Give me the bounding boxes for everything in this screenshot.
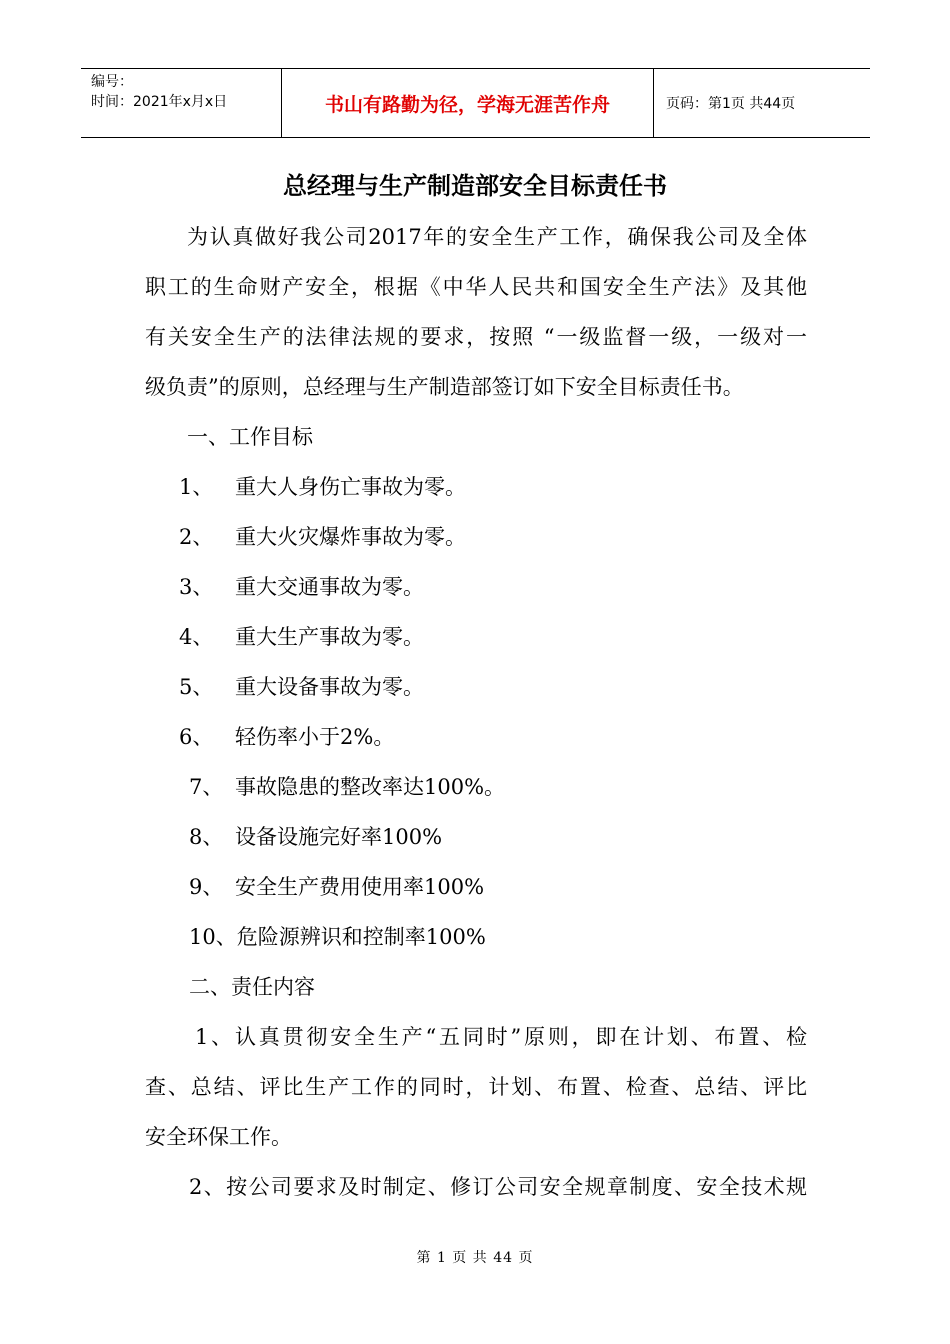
goal-item <box>145 612 807 662</box>
goal-num: 4、 <box>179 625 214 649</box>
document-body <box>145 212 807 1212</box>
page-footer: 第 1 页 共 44 页 <box>416 1250 534 1266</box>
intro-line: 为认真做好我公司2017年的安全生产工作，确保我公司及全体 <box>187 225 807 249</box>
page-info: 页码：第1页 共44页 <box>666 96 796 112</box>
goal-item <box>145 462 807 512</box>
resp-line: 安全环保工作。 <box>145 1125 292 1149</box>
section2-heading: 二、责任内容 <box>189 975 315 999</box>
goal-num: 3、 <box>179 575 214 599</box>
goal-num: 10、 <box>189 925 237 949</box>
header-table <box>81 68 870 138</box>
resp-line: 查、总结、评比生产工作的同时，计划、布置、检查、总结、评比 <box>145 1075 807 1099</box>
goal-text: 危险源辨识和控制率100% <box>236 925 486 949</box>
intro-line: 职工的生命财产安全，根据《中华人民共和国安全生产法》及其他 <box>145 275 807 299</box>
number-label: 编号： <box>91 74 133 90</box>
goal-item <box>145 712 807 762</box>
goal-item <box>145 762 807 812</box>
goal-num: 8、 <box>189 825 224 849</box>
goal-text: 安全生产费用使用率100% <box>235 875 485 899</box>
goal-item <box>145 512 807 562</box>
intro-line: 有关安全生产的法律法规的要求，按照 “一级监督一级，一级对一 <box>145 325 807 349</box>
goal-text: 设备设施完好率100% <box>235 825 443 849</box>
motto: 书山有路勤为径，学海无涯苦作舟 <box>282 69 654 137</box>
goal-text: 重大生产事故为零。 <box>235 625 424 649</box>
goal-num: 6、 <box>179 725 214 749</box>
time-label: 时间：2021年x月x日 <box>91 94 228 110</box>
intro-line: 级负责”的原则，总经理与生产制造部签订如下安全目标责任书。 <box>145 375 744 399</box>
goal-text: 重大交通事故为零。 <box>235 575 424 599</box>
goal-text: 重大设备事故为零。 <box>235 675 424 699</box>
goal-item <box>145 562 807 612</box>
goal-text: 重大火灾爆炸事故为零。 <box>235 525 466 549</box>
goal-num: 7、 <box>189 775 224 799</box>
goal-text: 重大人身伤亡事故为零。 <box>235 475 466 499</box>
goal-text: 事故隐患的整改率达100%。 <box>235 775 506 799</box>
goal-num: 1、 <box>179 475 214 499</box>
section1-heading: 一、工作目标 <box>187 425 313 449</box>
goal-text: 轻伤率小于2%。 <box>235 725 395 749</box>
goal-num: 2、 <box>179 525 214 549</box>
resp-line: 1、认真贯彻安全生产“五同时”原则，即在计划、布置、检 <box>195 1025 807 1049</box>
goal-item <box>145 812 807 862</box>
goal-item <box>145 862 807 912</box>
goal-num: 9、 <box>189 875 224 899</box>
goal-item <box>145 662 807 712</box>
goal-item <box>145 912 807 962</box>
header-left-cell <box>81 69 282 137</box>
goal-num: 5、 <box>179 675 214 699</box>
resp-line: 2、按公司要求及时制定、修订公司安全规章制度、安全技术规 <box>189 1175 807 1199</box>
document-title: 总经理与生产制造部安全目标责任书 <box>283 172 667 200</box>
